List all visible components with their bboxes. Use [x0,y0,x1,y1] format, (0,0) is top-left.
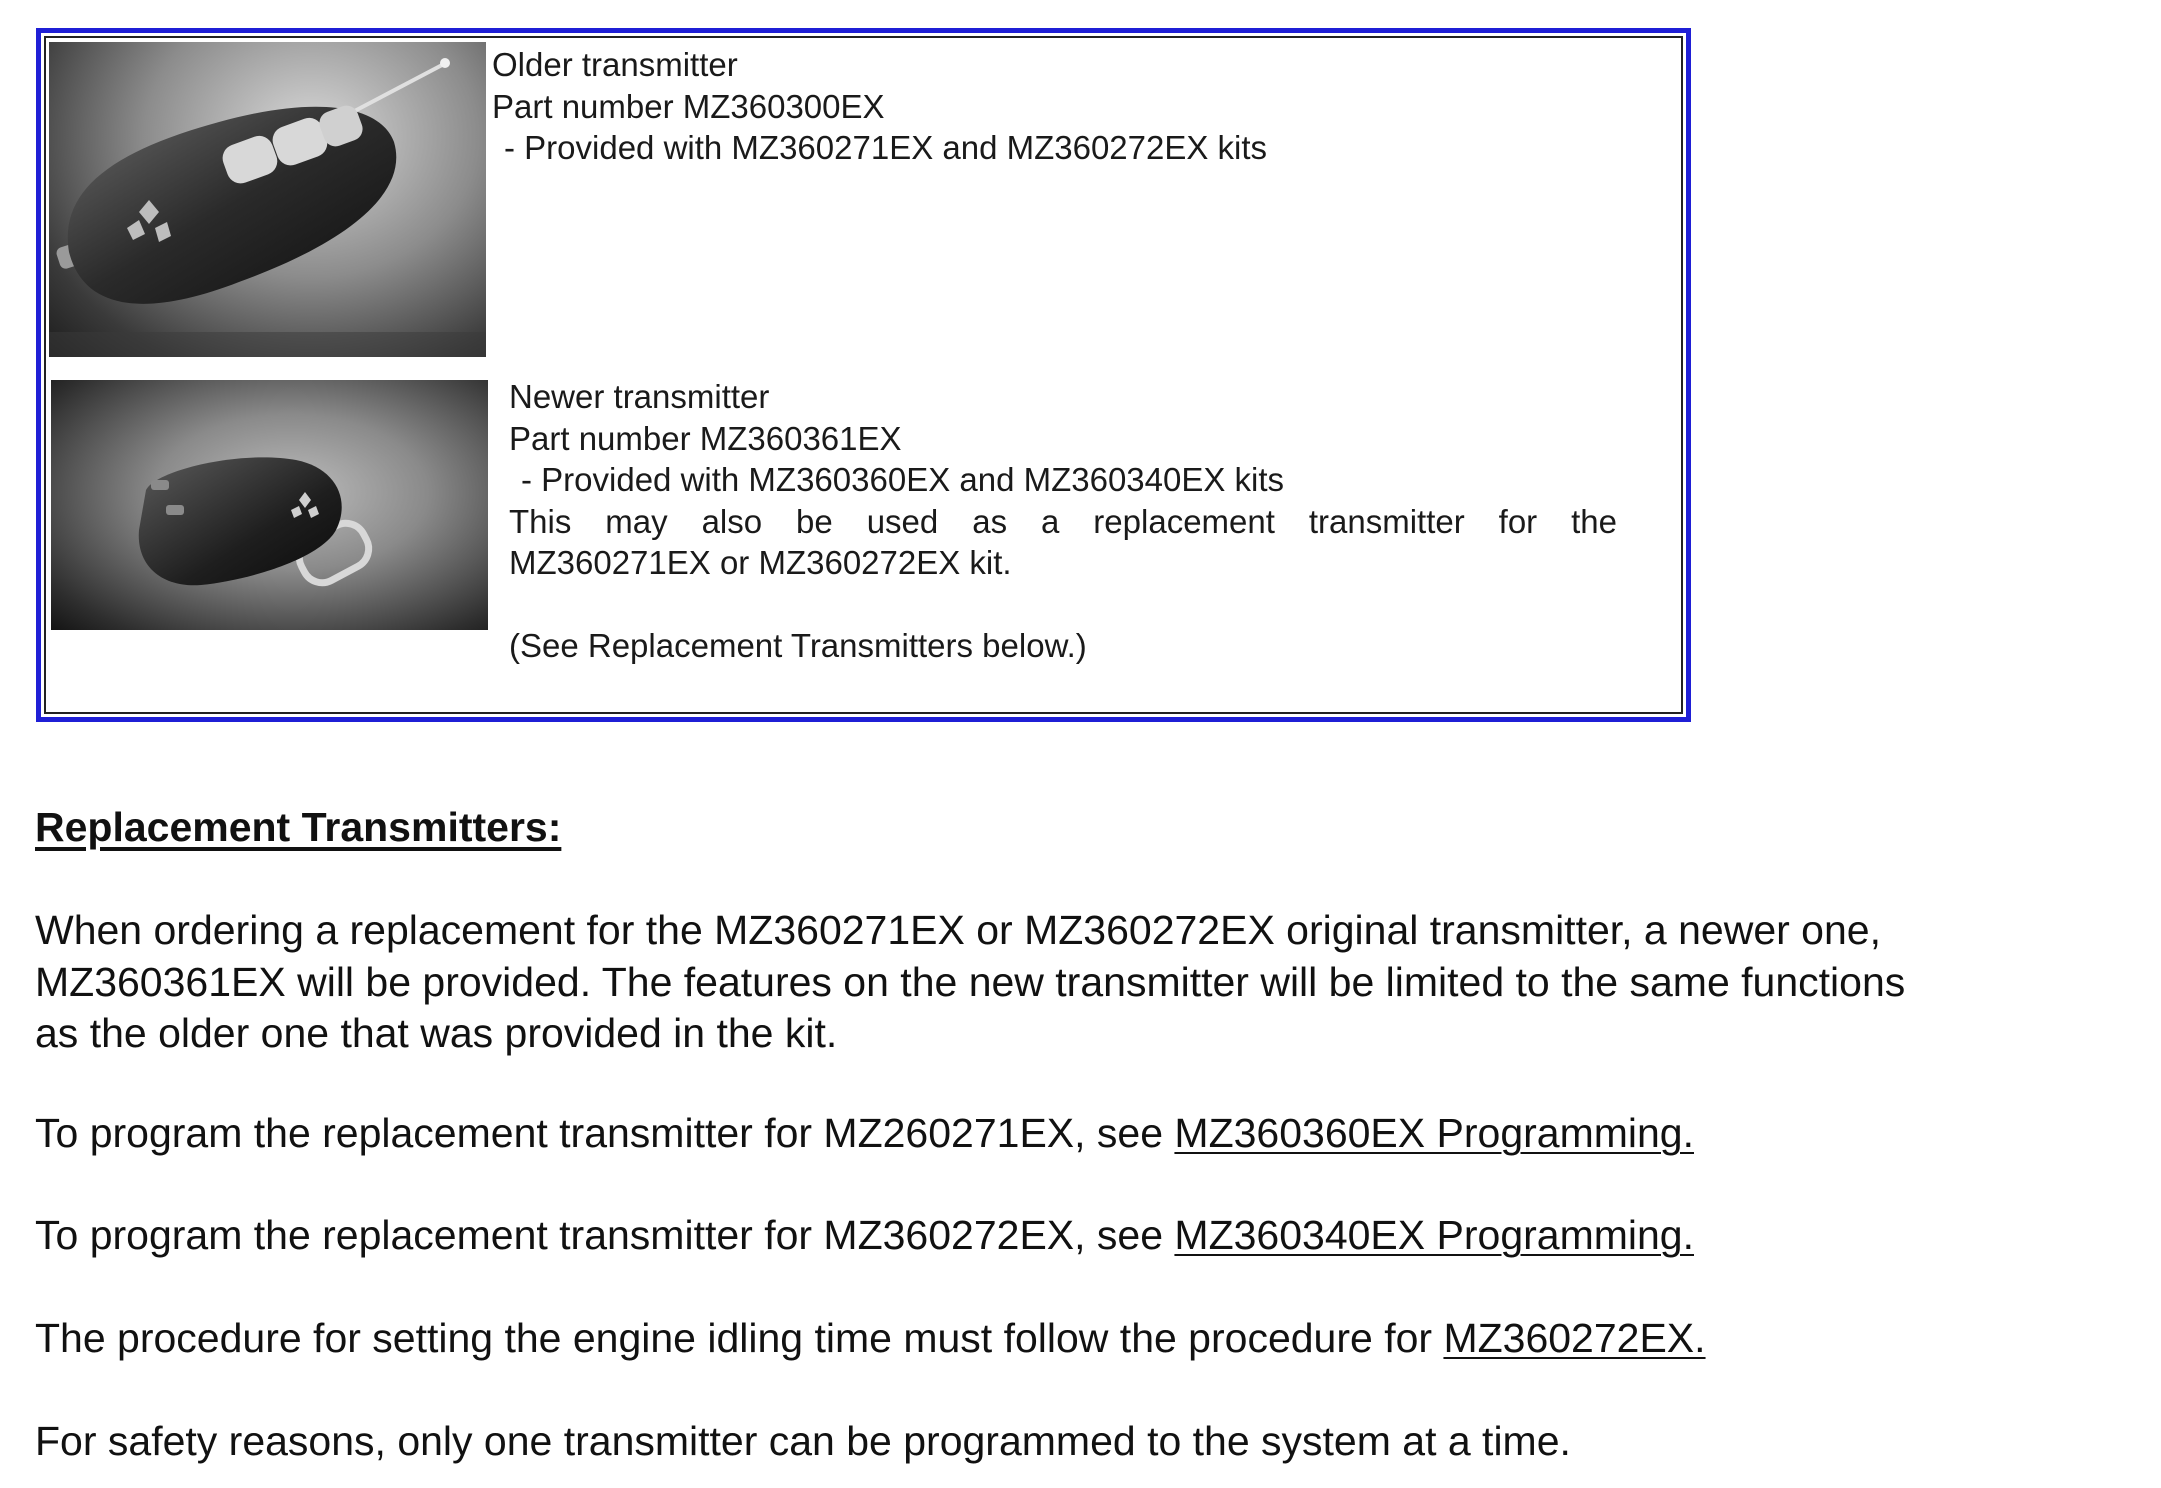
figure-inner-frame [44,36,1683,714]
idle-line [35,1313,2145,1365]
spacer [509,584,1617,626]
program-paragraph-2 [35,1210,2145,1262]
mz360340ex-programming-link[interactable]: MZ360340EX Programming. [1174,1212,1694,1258]
program-2-text: To program the replacement transmitter for MZ360272EX, see [35,1212,1175,1258]
section-heading: Replacement Transmitters: [35,804,562,850]
key-fob-photo-icon [49,42,486,357]
intro-line-1: When ordering a replacement for the MZ360271EX or MZ360272EX original transmitter, a newer one, [35,907,1881,953]
program-line-2 [35,1210,2145,1262]
mz360272ex-link[interactable]: MZ360272EX. [1443,1315,1706,1361]
older-transmitter-text [492,44,1672,169]
older-transmitter-part-number: Part number MZ360300EX [492,87,885,125]
program-line-1 [35,1108,2145,1160]
program-paragraph-1 [35,1108,2145,1160]
newer-transmitter-photo [51,380,488,630]
key-fob-photo-icon [51,380,488,630]
newer-transmitter-part-number: Part number MZ360361EX [509,419,902,457]
idle-time-paragraph [35,1313,2145,1365]
newer-transmitter-kits-note: - Provided with MZ360360EX and MZ360340EX kits [521,461,1285,498]
mz360360ex-programming-link[interactable]: MZ360360EX Programming. [1174,1110,1694,1156]
newer-transmitter-see-below: (See Replacement Transmitters below.) [509,627,1087,664]
intro-line-3: as the older one that was provided in the kit. [35,1010,838,1056]
newer-transmitter-replacement-line1: This may also be used as a replacement transmitter for the [509,502,1617,540]
older-transmitter-title: Older transmitter [492,46,738,83]
safety-line: For safety reasons, only one transmitter can be programmed to the system at a time. [35,1418,1571,1464]
older-transmitter-photo [49,42,486,357]
transmitter-figure [36,28,1691,722]
safety-paragraph [35,1416,2145,1468]
intro-paragraph [35,905,2145,1060]
newer-transmitter-title: Newer transmitter [509,378,770,415]
newer-transmitter-replacement-line2: MZ360271EX or MZ360272EX kit. [509,544,1012,581]
older-transmitter-kits-note: - Provided with MZ360271EX and MZ360272EX kits [504,129,1268,166]
program-1-text: To program the replacement transmitter for MZ260271EX, see [35,1110,1175,1156]
newer-transmitter-text [509,376,1617,667]
intro-line-2: MZ360361EX will be provided. The features on the new transmitter will be limited to the same functions [35,958,1906,1005]
idle-text: The procedure for setting the engine idling time must follow the procedure for [35,1315,1444,1361]
